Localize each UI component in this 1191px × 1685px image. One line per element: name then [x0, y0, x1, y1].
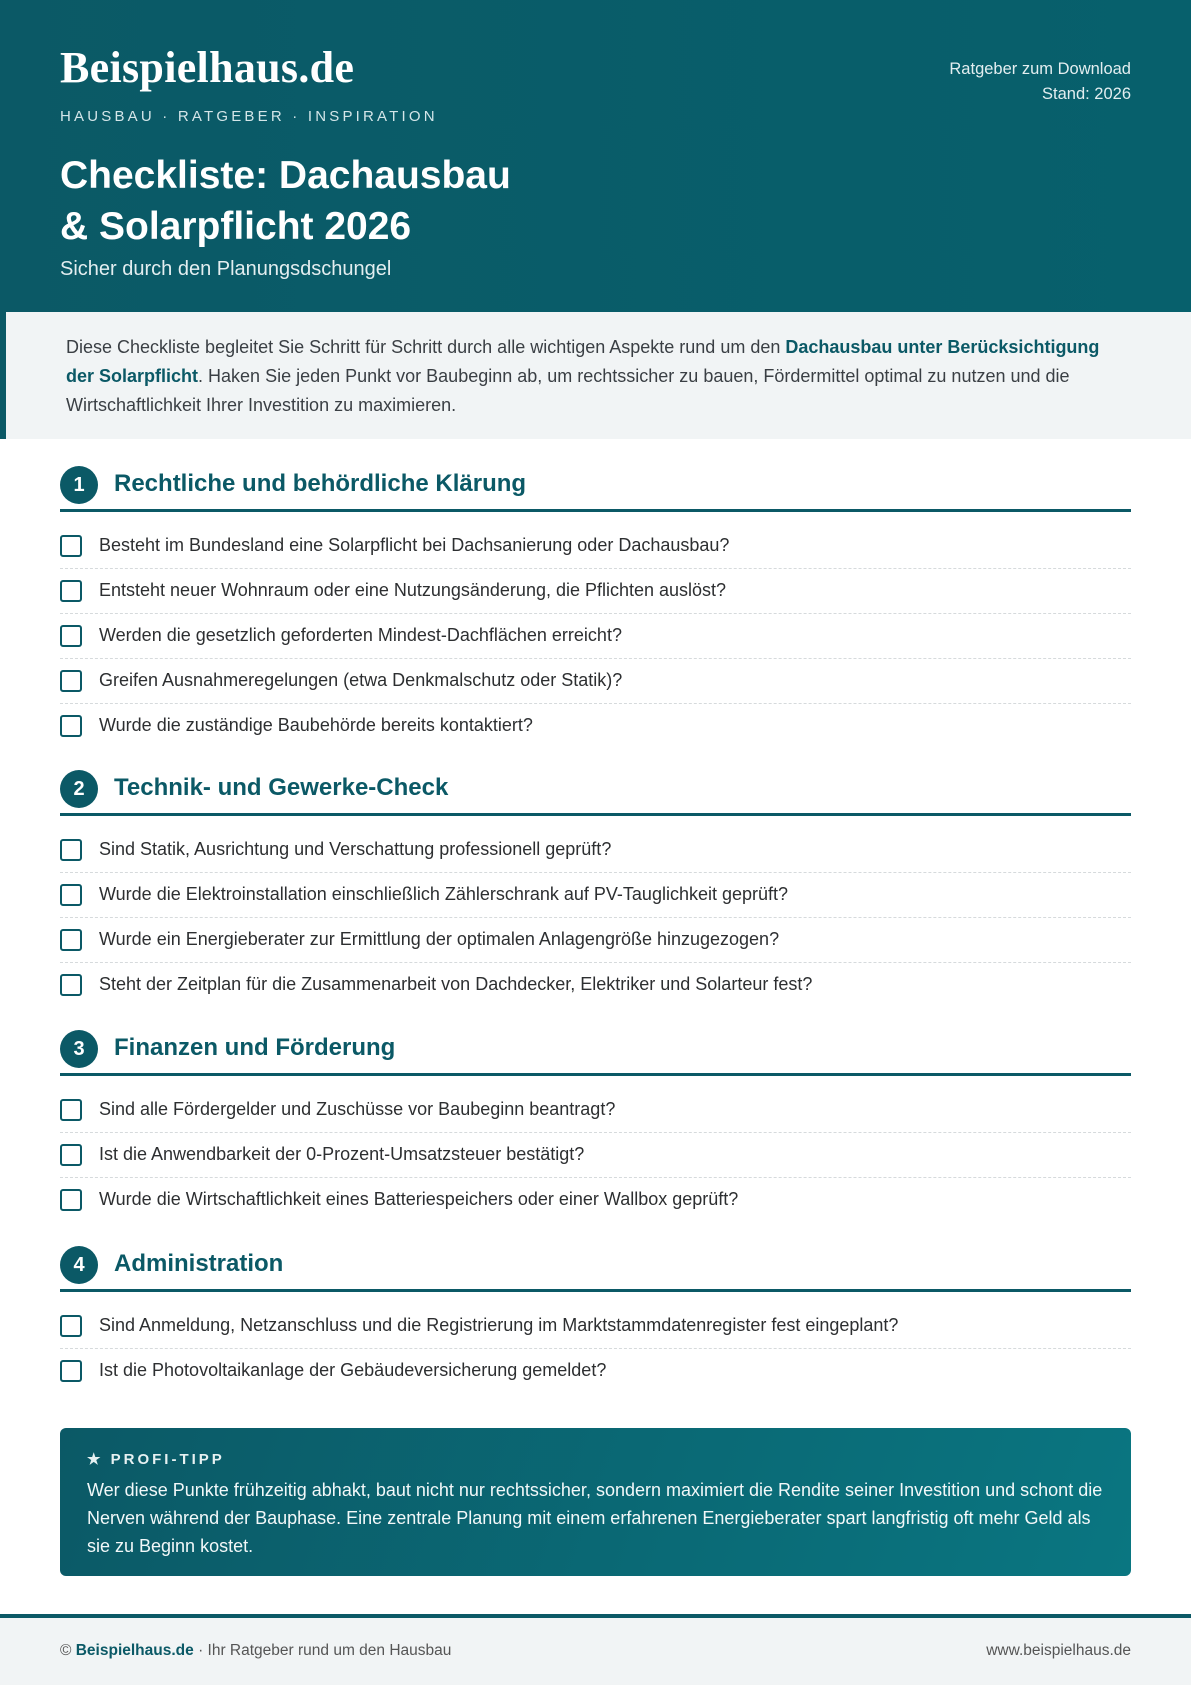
checkbox[interactable]	[60, 974, 82, 996]
checklist-item[interactable]	[60, 524, 1131, 569]
checklist-item-label: Werden die gesetzlich geforderten Mindest-Dachflächen erreicht?	[99, 625, 622, 645]
tagline-separator: ·	[292, 108, 308, 125]
checkbox[interactable]	[60, 580, 82, 602]
checkbox[interactable]	[60, 1099, 82, 1121]
checklist-item-label: Sind Statik, Ausrichtung und Verschattung professionell geprüft?	[99, 839, 612, 859]
checklist-item-label: Ist die Photovoltaikanlage der Gebäudeversicherung gemeldet?	[99, 1360, 607, 1380]
checkbox[interactable]	[60, 929, 82, 951]
checklist-items	[60, 828, 1131, 1008]
header-meta	[949, 57, 1131, 107]
checklist-item[interactable]	[60, 614, 1131, 659]
tagline-item: RATGEBER	[177, 108, 285, 125]
section-header	[60, 1246, 1131, 1292]
section-title: Administration	[114, 1250, 284, 1277]
intro-text: Diese Checkliste begleitet Sie Schritt für Schritt durch alle wichtigen Aspekte rund um den	[66, 337, 786, 357]
checkbox[interactable]	[60, 884, 82, 906]
section-number-badge: 3	[60, 1030, 98, 1068]
intro-box	[0, 312, 1191, 439]
brand-logo[interactable]: Beispielhaus.de	[60, 43, 355, 92]
checklist-item[interactable]	[60, 704, 1131, 749]
checklist-item-label: Wurde die Wirtschaftlichkeit eines Batteriespeichers oder einer Wallbox geprüft?	[99, 1189, 739, 1209]
pro-tip-text: Wer diese Punkte frühzeitig abhakt, baut nicht nur rechtssicher, sondern maximiert die Rendite seiner Investition und schont die Nerven während der Bauphase. Eine zentrale Planung mit einem erfahrenen Energieberater spart langfristig oft mehr Geld als sie zu Beginn kostet.	[87, 1480, 1103, 1556]
checklist-item[interactable]	[60, 1088, 1131, 1133]
checklist-item-label: Entsteht neuer Wohnraum oder eine Nutzungsänderung, die Pflichten auslöst?	[99, 580, 727, 600]
version-date: Stand: 2026	[1042, 85, 1131, 103]
download-note: Ratgeber zum Download	[949, 60, 1131, 78]
tagline-item: HAUSBAU	[60, 108, 155, 125]
checklist-item-label: Steht der Zeitplan für die Zusammenarbeit von Dachdecker, Elektriker und Solarteur fest?	[99, 974, 813, 994]
checklist-item[interactable]	[60, 963, 1131, 1008]
footer-url-link[interactable]: www.beispielhaus.de	[986, 1642, 1131, 1659]
title-line: Checkliste: Dachausbau	[60, 154, 511, 197]
page-title	[60, 150, 680, 252]
tagline-item: INSPIRATION	[307, 108, 438, 125]
checklist-item[interactable]	[60, 873, 1131, 918]
checklist-item[interactable]	[60, 1133, 1131, 1178]
footer-copyright	[60, 1642, 451, 1660]
checkbox[interactable]	[60, 1315, 82, 1337]
page-footer	[0, 1614, 1191, 1685]
checklist-section	[60, 770, 1131, 1008]
checklist-item-label: Wurde die zuständige Baubehörde bereits kontaktiert?	[99, 715, 533, 735]
tagline-separator: ·	[162, 108, 178, 125]
checklist-section	[60, 1030, 1131, 1223]
page-header	[0, 0, 1191, 312]
checkbox[interactable]	[60, 535, 82, 557]
footer-brand-link[interactable]: Beispielhaus.de	[75, 1642, 194, 1659]
brand-tagline	[60, 108, 438, 125]
checkbox[interactable]	[60, 1360, 82, 1382]
section-header	[60, 1030, 1131, 1076]
checklist-item-label: Sind alle Fördergelder und Zuschüsse vor Baubeginn beantragt?	[99, 1099, 616, 1119]
title-line: & Solarpflicht 2026	[60, 205, 412, 248]
checklist-item[interactable]	[60, 569, 1131, 614]
checklist-item-label: Sind Anmeldung, Netzanschluss und die Registrierung im Marktstammdatenregister fest eingeplant?	[99, 1315, 899, 1335]
checkbox[interactable]	[60, 839, 82, 861]
checklist-item[interactable]	[60, 1178, 1131, 1223]
section-title: Rechtliche und behördliche Klärung	[114, 470, 527, 497]
checklist-item-label: Wurde ein Energieberater zur Ermittlung der optimalen Anlagengröße hinzugezogen?	[99, 929, 780, 949]
checklist-item[interactable]	[60, 1349, 1131, 1394]
section-number-badge: 1	[60, 466, 98, 504]
page-subtitle: Sicher durch den Planungsdschungel	[60, 258, 392, 280]
checklist-section	[60, 466, 1131, 749]
footer-slogan: · Ihr Ratgeber rund um den Hausbau	[198, 1642, 452, 1659]
checklist-items	[60, 1304, 1131, 1394]
checklist-item[interactable]	[60, 918, 1131, 963]
checklist-items	[60, 524, 1131, 749]
checklist-item-label: Besteht im Bundesland eine Solarpflicht bei Dachsanierung oder Dachausbau?	[99, 535, 730, 555]
checklist-section	[60, 1246, 1131, 1394]
pro-tip-label: ★ PROFI-TIPP	[87, 1451, 225, 1468]
copyright-symbol: ©	[60, 1642, 72, 1659]
checkbox[interactable]	[60, 670, 82, 692]
checklist-item-label: Wurde die Elektroinstallation einschließlich Zählerschrank auf PV-Tauglichkeit geprüft?	[99, 884, 789, 904]
checkbox[interactable]	[60, 715, 82, 737]
checkbox[interactable]	[60, 1189, 82, 1211]
checklist-item[interactable]	[60, 659, 1131, 704]
intro-highlight: Dachausbau unter Berücksichtigung der Solarpflicht	[66, 337, 1100, 386]
pro-tip-box	[60, 1428, 1131, 1576]
checkbox[interactable]	[60, 1144, 82, 1166]
section-number-badge: 2	[60, 770, 98, 808]
section-title: Finanzen und Förderung	[114, 1034, 396, 1061]
checklist-items	[60, 1088, 1131, 1223]
section-number-badge: 4	[60, 1246, 98, 1284]
intro-text: . Haken Sie jeden Punkt vor Baubeginn ab, um rechtssicher zu bauen, Fördermittel optimal zu nutzen und die Wirtschaftlichkeit Ihrer Investition zu maximieren.	[66, 366, 1070, 415]
checkbox[interactable]	[60, 625, 82, 647]
section-header	[60, 466, 1131, 512]
section-header	[60, 770, 1131, 816]
section-title: Technik- und Gewerke-Check	[114, 774, 449, 801]
checklist-item[interactable]	[60, 828, 1131, 873]
checklist-item-label: Greifen Ausnahmeregelungen (etwa Denkmalschutz oder Statik)?	[99, 670, 623, 690]
checklist-item-label: Ist die Anwendbarkeit der 0-Prozent-Umsatzsteuer bestätigt?	[99, 1144, 585, 1164]
checklist-item[interactable]	[60, 1304, 1131, 1349]
